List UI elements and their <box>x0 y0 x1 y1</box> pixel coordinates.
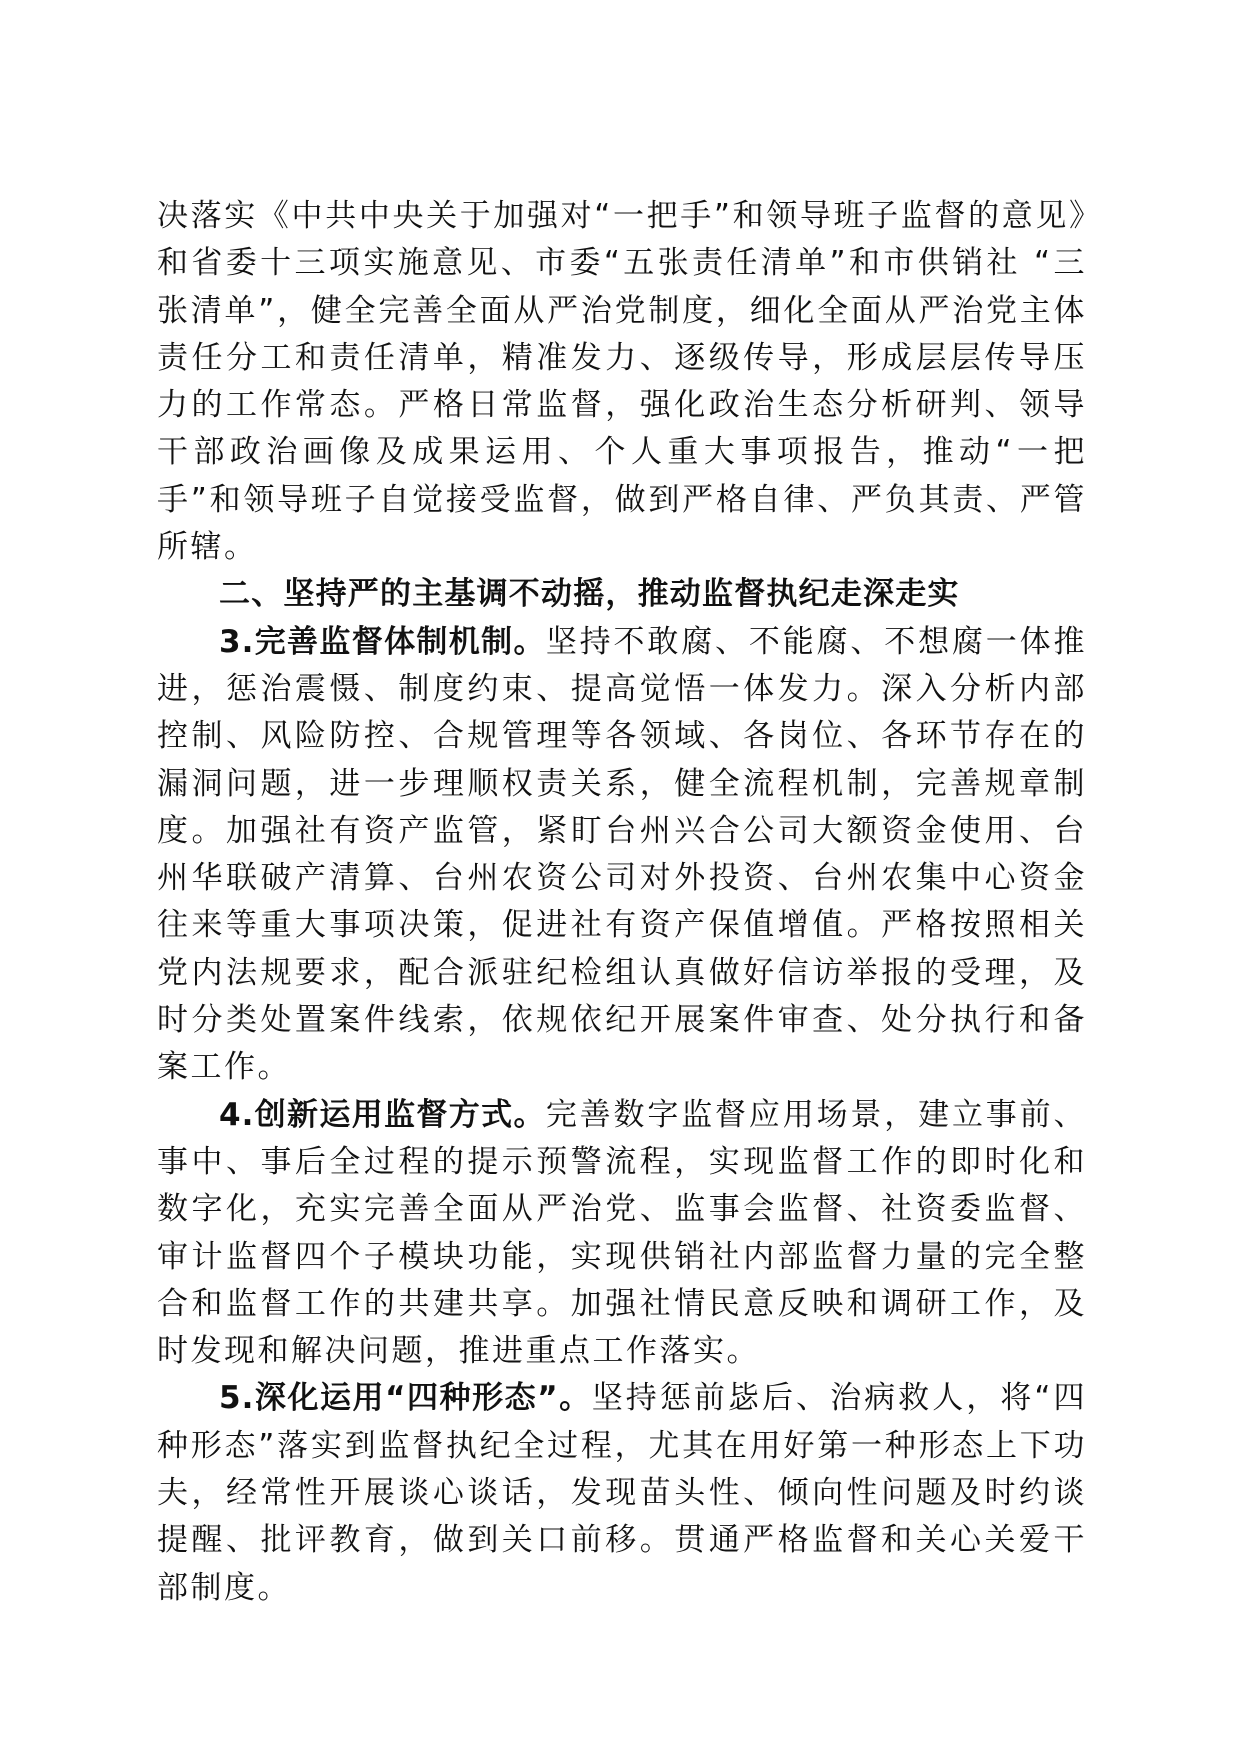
item-5-paragraph <box>157 1375 1087 1611</box>
paragraph-continued: 决落实《中共中央关于加强对“一把手”和领导班子监督的意见》和省委十三项实施意见、市委“五张责任清单”和市供销社 “三张清单”，健全完善全面从严治党制度，细化全面从严治党主体责任分工和责任清单，精准发力、逐级传导，形成层层传导压力的工作常态。严格日常监督，强化政治生态分析研判、领导干部政治画像及成果运用、个人重大事项报告，推动“一把手”和领导班子自觉接受监督，做到严格自律、严负其责、严管所辖。 <box>157 198 1087 566</box>
item-5-title: 5.深化运用“四种形态”。 <box>219 1380 592 1417</box>
item-3-title: 3.完善监督体制机制。 <box>219 623 546 660</box>
section-heading: 二、坚持严的主基调不动摇，推动监督执纪走深走实 <box>219 576 960 613</box>
item-4-paragraph <box>157 1092 1087 1376</box>
item-3-body: 坚持不敢腐、不能腐、不想腐一体推进，惩治震慑、制度约束、提高觉悟一体发力。深入分析内部控制、风险防控、合规管理等各领域、各岗位、各环节存在的漏洞问题，进一步理顺权责关系，健全流程机制，完善规章制度。加强社有资产监管，紧盯台州兴合公司大额资金使用、台州华联破产清算、台州农资公司对外投资、台州农集中心资金往来等重大事项决策，促进社有资产保值增值。严格按照相关党内法规要求，配合派驻纪检组认真做好信访举报的受理，及时分类处置案件线索，依规依纪开展案件审查、处分执行和备案工作。 <box>157 623 1087 1086</box>
item-4-title: 4.创新运用监督方式。 <box>219 1096 546 1133</box>
document-body <box>157 193 1087 1612</box>
item-4-body: 完善数字监督应用场景，建立事前、事中、事后全过程的提示预警流程，实现监督工作的即时化和数字化，充实完善全面从严治党、监事会监督、社资委监督、审计监督四个子模块功能，实现供销社内部监督力量的完全整合和监督工作的共建共享。加强社情民意反映和调研工作，及时发现和解决问题，推进重点工作落实。 <box>157 1096 1087 1370</box>
item-5-body: 坚持惩前毖后、治病救人，将“四种形态”落实到监督执纪全过程，尤其在用好第一种形态上下功夫，经常性开展谈心谈话，发现苗头性、倾向性问题及时约谈提醒、批评教育，做到关口前移。贯通严格监督和关心关爱干部制度。 <box>157 1380 1088 1606</box>
item-3-paragraph <box>157 619 1087 1092</box>
